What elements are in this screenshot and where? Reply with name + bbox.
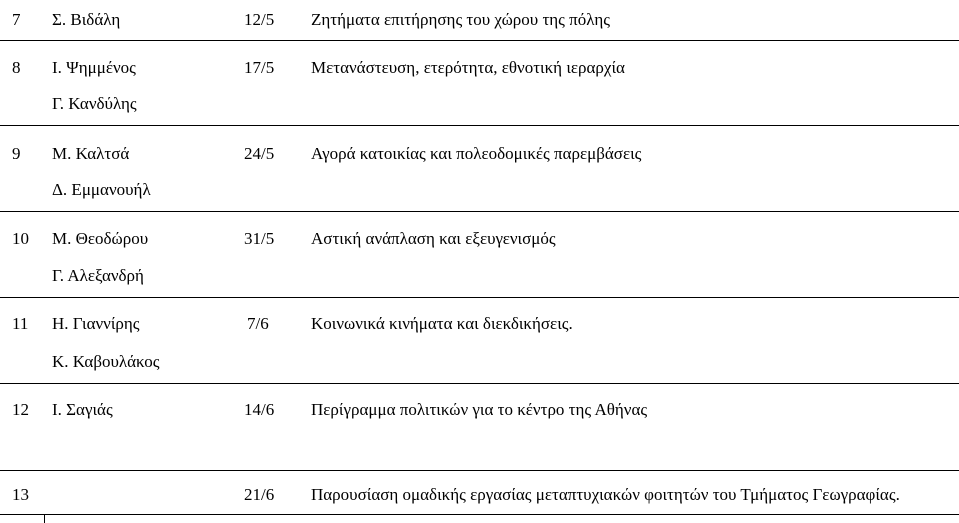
row-10-topic: Αστική ανάπλαση και εξευγενισμός	[311, 229, 556, 248]
row-8-speaker: Ι. Ψημμένος	[52, 58, 136, 77]
row-11-date: 7/6	[247, 314, 269, 333]
row-11-speaker-2: Κ. Καβουλάκος	[52, 352, 160, 371]
row-9-speaker-2: Δ. Εμμανουήλ	[52, 180, 151, 199]
row-12-number: 12	[12, 400, 29, 419]
row-divider	[0, 470, 959, 471]
row-11-speaker: Η. Γιαννίρης	[52, 314, 140, 333]
row-11-number: 11	[12, 314, 29, 333]
row-divider	[0, 211, 959, 212]
row-12-date: 14/6	[244, 400, 275, 419]
row-9-date: 24/5	[244, 144, 275, 163]
row-divider	[0, 125, 959, 126]
row-7-topic: Ζητήματα επιτήρησης του χώρου της πόλης	[311, 10, 610, 29]
row-9-number: 9	[12, 144, 21, 163]
row-12-speaker: Ι. Σαγιάς	[52, 400, 113, 419]
column-divider	[44, 514, 45, 523]
row-9-topic: Αγορά κατοικίας και πολεοδομικές παρεμβάσεις	[311, 144, 642, 163]
row-7-date: 12/5	[244, 10, 275, 29]
row-11-topic: Κοινωνικά κινήματα και διεκδικήσεις.	[311, 314, 573, 333]
row-12-topic: Περίγραμμα πολιτικών για το κέντρο της Αθήνας	[311, 400, 648, 419]
row-divider	[0, 383, 959, 384]
row-7-speaker: Σ. Βιδάλη	[52, 10, 121, 29]
row-7-number: 7	[12, 10, 21, 29]
row-divider	[0, 40, 959, 41]
row-10-number: 10	[12, 229, 29, 248]
row-13-date: 21/6	[244, 485, 275, 504]
row-8-date: 17/5	[244, 58, 275, 77]
row-divider	[0, 514, 959, 515]
row-13-number: 13	[12, 485, 29, 504]
row-divider	[0, 297, 959, 298]
row-10-speaker: Μ. Θεοδώρου	[52, 229, 149, 248]
row-8-topic: Μετανάστευση, ετερότητα, εθνοτική ιεραρχία	[311, 58, 625, 77]
row-10-speaker-2: Γ. Αλεξανδρή	[52, 266, 144, 285]
row-8-speaker-2: Γ. Κανδύλης	[52, 94, 137, 113]
row-13-topic: Παρουσίαση ομαδικής εργασίας μεταπτυχιακών φοιτητών του Τμήματος Γεωγραφίας.	[311, 485, 900, 504]
row-10-date: 31/5	[244, 229, 275, 248]
row-9-speaker: Μ. Καλτσά	[52, 144, 130, 163]
row-8-number: 8	[12, 58, 21, 77]
